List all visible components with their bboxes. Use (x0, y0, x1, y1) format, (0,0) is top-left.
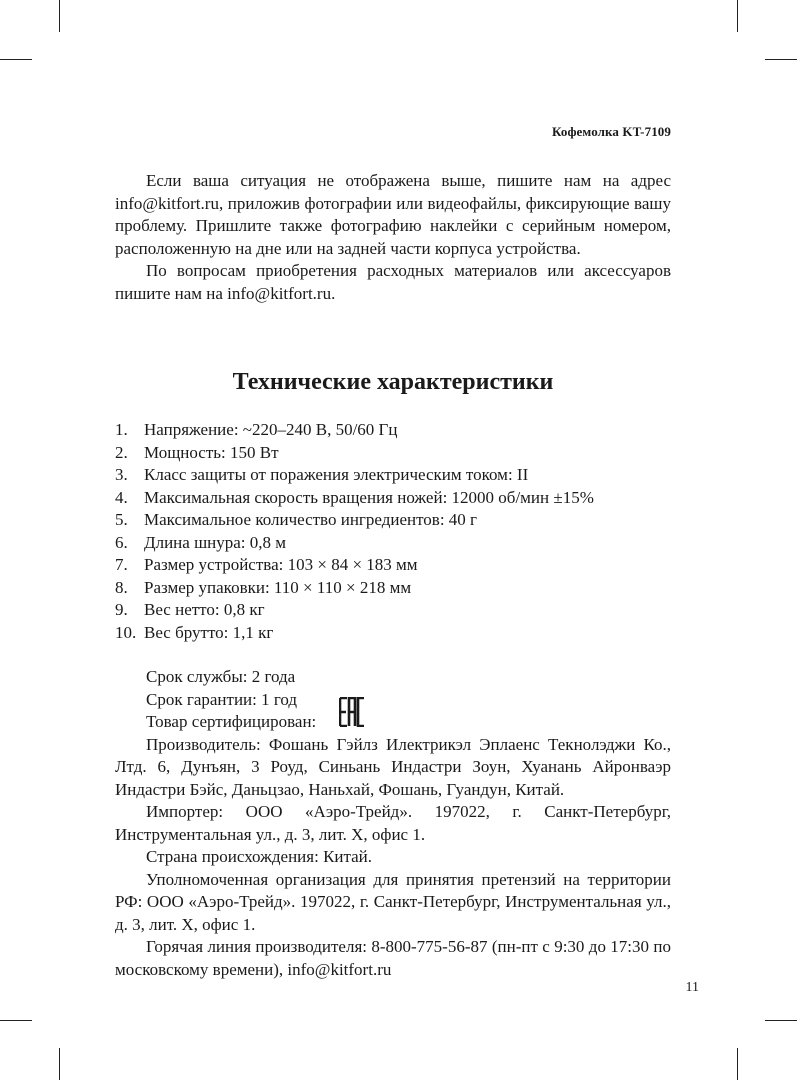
manufacturer-hotline: Горячая линия производителя: 8-800-775-56-87 (пн-пт с 9:30 до 17:30 по московскому времени), info@kitfort.ru (115, 937, 671, 979)
country-of-origin: Страна происхождения: Китай. (146, 847, 373, 866)
eac-certification-icon (339, 697, 365, 727)
spec-number: 1. (115, 420, 128, 439)
crop-mark-top-left (59, 0, 60, 32)
spec-text: Максимальная скорость вращения ножей: 12000 об/мин ±15% (144, 487, 594, 507)
spec-item (115, 419, 671, 442)
crop-mark-left-top (0, 59, 32, 60)
page-number: 11 (685, 980, 699, 995)
running-header: Кофемолка KT-7109 (551, 124, 671, 139)
specs-list (115, 419, 671, 644)
spec-text: Вес брутто: 1,1 кг (144, 622, 274, 642)
spec-item (115, 509, 671, 532)
spec-number: 6. (115, 532, 128, 552)
spec-text: Вес нетто: 0,8 кг (144, 600, 265, 619)
spec-item (115, 442, 671, 465)
spec-number: 4. (115, 487, 128, 507)
warranty-period: Срок гарантии: 1 год (146, 689, 298, 709)
spec-number: 9. (115, 600, 128, 619)
certification-line (115, 711, 671, 734)
spec-number: 8. (115, 577, 128, 597)
authorized-organization: Уполномоченная организация для принятия претензий на территории РФ: ООО «Аэро-Трейд». 197022, г. Санкт-Петербург, Инструментальная ул., д. 3, лит. Х, офис 1. (115, 869, 671, 934)
spec-item (115, 599, 671, 622)
spec-item (115, 622, 671, 645)
spec-number: 5. (115, 510, 128, 529)
spec-text: Длина шнура: 0,8 м (144, 532, 287, 552)
intro-paragraph-accessories: По вопросам приобретения расходных материалов или аксессуаров пишите нам на info@kitfort.ru. (115, 261, 671, 303)
crop-mark-right-top (765, 59, 797, 60)
spec-number: 3. (115, 465, 128, 484)
spec-item (115, 532, 671, 555)
spec-text: Класс защиты от поражения электрическим током: II (144, 465, 529, 484)
manufacturer-info: Производитель: Фошань Гэйлз Илектрикэл Эплаенс Текнолэджи Ко., Лтд. 6, Дунъян, 3 Роуд, Синьань Индастри Зоун, Хуанань Айронваэр Индастри Бэйс, Даньцзао, Наньхай, Фошань, Гуандун, Китай. (115, 734, 671, 799)
spec-number: 10. (115, 622, 137, 642)
importer-info: Импортер: ООО «Аэро-Трейд». 197022, г. Санкт-Петербург, Инструментальная ул., д. 3, лит. Х, офис 1. (115, 802, 671, 844)
spec-text: Максимальное количество ингредиентов: 40 г (144, 510, 478, 529)
intro-paragraph-contact: Если ваша ситуация не отображена выше, пишите нам на адрес info@kitfort.ru, приложив фотографии или видеофайлы, фиксирующие вашу проблему. Пришлите также фотографию наклейки с серийным номером, расположенную на дне или на задней части корпуса устройства. (115, 171, 671, 258)
spec-item (115, 554, 671, 577)
spec-item (115, 464, 671, 487)
spec-text: Мощность: 150 Вт (144, 442, 279, 462)
certification-label: Товар сертифицирован: (146, 712, 317, 731)
page-body (115, 170, 671, 981)
spec-item (115, 577, 671, 600)
spec-number: 2. (115, 442, 128, 462)
crop-mark-top-right (737, 0, 738, 32)
crop-mark-left-bottom (0, 1020, 32, 1021)
spec-text: Размер устройства: 103 × 84 × 183 мм (144, 555, 418, 574)
service-life: Срок службы: 2 года (146, 667, 296, 686)
spec-item (115, 487, 671, 510)
spec-number: 7. (115, 555, 128, 574)
crop-mark-bottom-left (59, 1048, 60, 1080)
crop-mark-right-bottom (765, 1020, 797, 1021)
specs-heading: Технические характеристики (232, 369, 554, 395)
spacer (115, 644, 671, 666)
spec-text: Напряжение: ~220–240 В, 50/60 Гц (144, 420, 398, 439)
spec-text: Размер упаковки: 110 × 110 × 218 мм (144, 577, 412, 597)
crop-mark-bottom-right (737, 1048, 738, 1080)
